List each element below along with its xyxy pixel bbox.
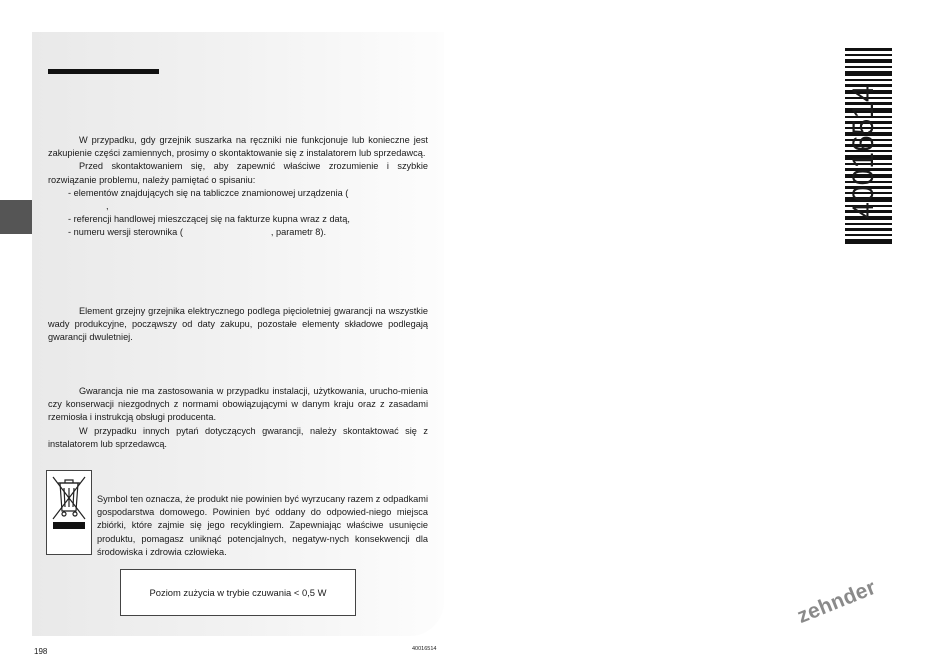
crossed-out-wheelie-bin-icon xyxy=(47,471,91,554)
document-code: 40016514 xyxy=(412,646,437,652)
page-number: 198 xyxy=(34,647,48,656)
list-item-invoice-reference: - referencji handlowej mieszczącej się na fakturze kupna wraz z datą, xyxy=(68,214,350,225)
list-item-controller-version: - numeru wersji sterownika ( , parametr 8). xyxy=(68,227,327,238)
chapter-tab-marker xyxy=(0,200,32,234)
intro-paragraph-1: W przypadku, gdy grzejnik suszarka na ręczniki nie funkcjonuje lub konieczne jest zakupienie części zamiennych, prosimy o skontaktowanie się z instalatorem lub sprzedawcą. xyxy=(48,135,428,159)
list-item-comma: , xyxy=(106,201,109,212)
standby-consumption-box xyxy=(120,569,356,616)
weee-symbol-box xyxy=(46,470,92,555)
exclusions-paragraph-2: W przypadku innych pytań dotyczących gwarancji, należy skontaktować się z instalatorem lub sprzedawcą. xyxy=(48,425,428,449)
exclusions-paragraph-1: Gwarancja nie ma zastosowania w przypadku instalacji, użytkowania, urucho-mienia czy konserwacji niezgodnych z normami obowiązującymi w danym kraju oraz z zasadami rzemiosła i instrukcją obsługi producenta. xyxy=(48,386,428,423)
section-heading-rule xyxy=(48,69,159,74)
recycling-notice: Symbol ten oznacza, że produkt nie powinien być wyrzucany razem z odpadkami gospodarstwa domowego. Powinien być oddany do odpowied-niego miejsca zbiórki, które zajmie się jego recyklingiem. Zapewniając właściwe usunięcie produktu, pomagasz uniknąć potencjalnych, negatyw-nych konsekwencji dla środowiska i zdrowia człowieka. xyxy=(97,494,428,557)
exclusions-section xyxy=(48,385,428,451)
zehnder-logo xyxy=(794,575,893,630)
list-item-rating-plate: - elementów znajdujących się na tabliczce znamionowej urządzenia ( xyxy=(68,187,349,198)
logo-text: zehnder xyxy=(794,575,880,629)
standby-consumption-text: Poziom zużycia w trybie czuwania < 0,5 W xyxy=(149,587,327,598)
intro-paragraph-2: Przed skontaktowaniem się, aby zapewnić właściwe zrozumienie i szybkie rozwiązanie problemu, należy pamiętać o spisaniu: xyxy=(48,161,428,185)
intro-section xyxy=(48,134,428,240)
warranty-paragraph: Element grzejny grzejnika elektrycznego podlega pięcioletniej gwarancji na wszystkie wady produkcyjne, począwszy od daty zakupu, pozostałe elementy składowe podlegają gwarancji dwuletniej. xyxy=(48,306,428,343)
barcode-number: 40016514 xyxy=(847,85,880,219)
